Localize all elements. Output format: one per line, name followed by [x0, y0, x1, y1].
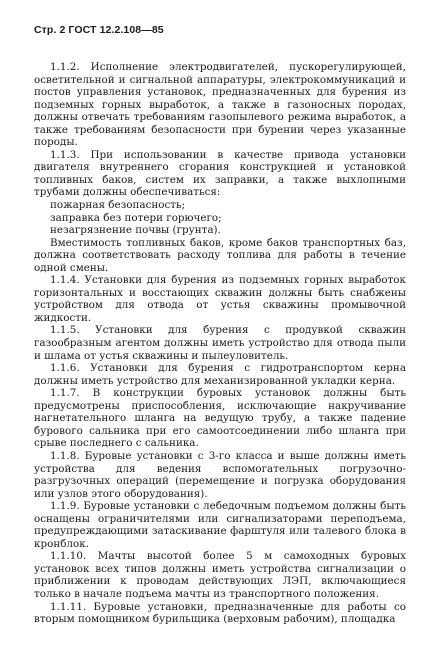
- paragraph-1-1-10: 1.1.10. Мачты высотой более 5 м самоходных буровых установок всех типов должны иметь устройства сигнализации о приближении к проводам действующих ЛЭП, включающиеся только в начале подъема мачты из транспортного положения.: [34, 550, 406, 600]
- list-item-soil: незагрязнение почвы (грунта).: [50, 224, 221, 237]
- paragraph-1-1-9: 1.1.9. Буровые установки с лебедочным подъемом должны быть оснащены ограничителями или сигнализаторами переподъема, предупреждающими затаскивание фарштуля или талевого блока в кронблок.: [34, 500, 406, 550]
- paragraph-tank-capacity: Вместимость топливных баков, кроме баков транспортных баз, должна соответствовать расходу топлива для работы в течение одной смены.: [34, 236, 406, 274]
- paragraph-1-1-4: 1.1.4. Установки для бурения из подземных горных выработок горизонтальных и восстающих скважин должны быть снабжены устройством для отвода от устья скважины промывочной жидкости.: [34, 274, 406, 324]
- paragraph-1-1-3: 1.1.3. При использовании в качестве привода установки двигателя внутреннего сгорания конструкцией и установкой топливных баков, систем их заправки, а также выхлопными трубами должны обеспечиваться:: [34, 148, 406, 199]
- list-item-fire-safety: пожарная безопасность;: [50, 199, 186, 212]
- document-page: [34, 24, 406, 626]
- paragraph-1-1-11: 1.1.11. Буровые установки, предназначенные для работы со вторым помощником бурильщика (верховым рабочим), площадка: [34, 600, 406, 626]
- paragraph-1-1-5: 1.1.5. Установки для бурения с продувкой скважин газообразным агентом должны иметь устройство для отвода пыли и шлама от устья скважины и пылеуловитель.: [34, 324, 406, 362]
- paragraph-1-1-7: 1.1.7. В конструкции буровых установок должны быть предусмотрены приспособления, исключающие накручивание нагнетательного шланга на ведущую трубу, а также падение бурового сальника при его самоотсоединении либо шланга при срыве последнего с сальника.: [34, 387, 406, 450]
- paragraph-1-1-6: 1.1.6. Установки для бурения с гидротранспортом керна должны иметь устройство для механизированной укладки керна.: [34, 362, 406, 387]
- page-header: Стр. 2 ГОСТ 12.2.108—85: [34, 24, 164, 36]
- paragraph-1-1-8: 1.1.8. Буровые установки с 3-го класса и выше должны иметь устройства для ведения вспомогательных погрузочно-разгрузочных операций (перемещение и погрузка оборудования или узлов этого оборудования).: [34, 449, 406, 500]
- list-item-fuel-refill: заправка без потери горючего;: [50, 211, 222, 224]
- paragraph-1-1-2: 1.1.2. Исполнение электродвигателей, пускорегулирующей, осветительной и сигнальной аппаратуры, электрокоммуникаций и постов управления установок, предназначенных для бурения из подземных горных выработок, а также в газоносных породах, должны отвечать требованиям газопылевого режима выработок, а также требованиям безопасности при бурении через указанные породы.: [34, 61, 406, 149]
